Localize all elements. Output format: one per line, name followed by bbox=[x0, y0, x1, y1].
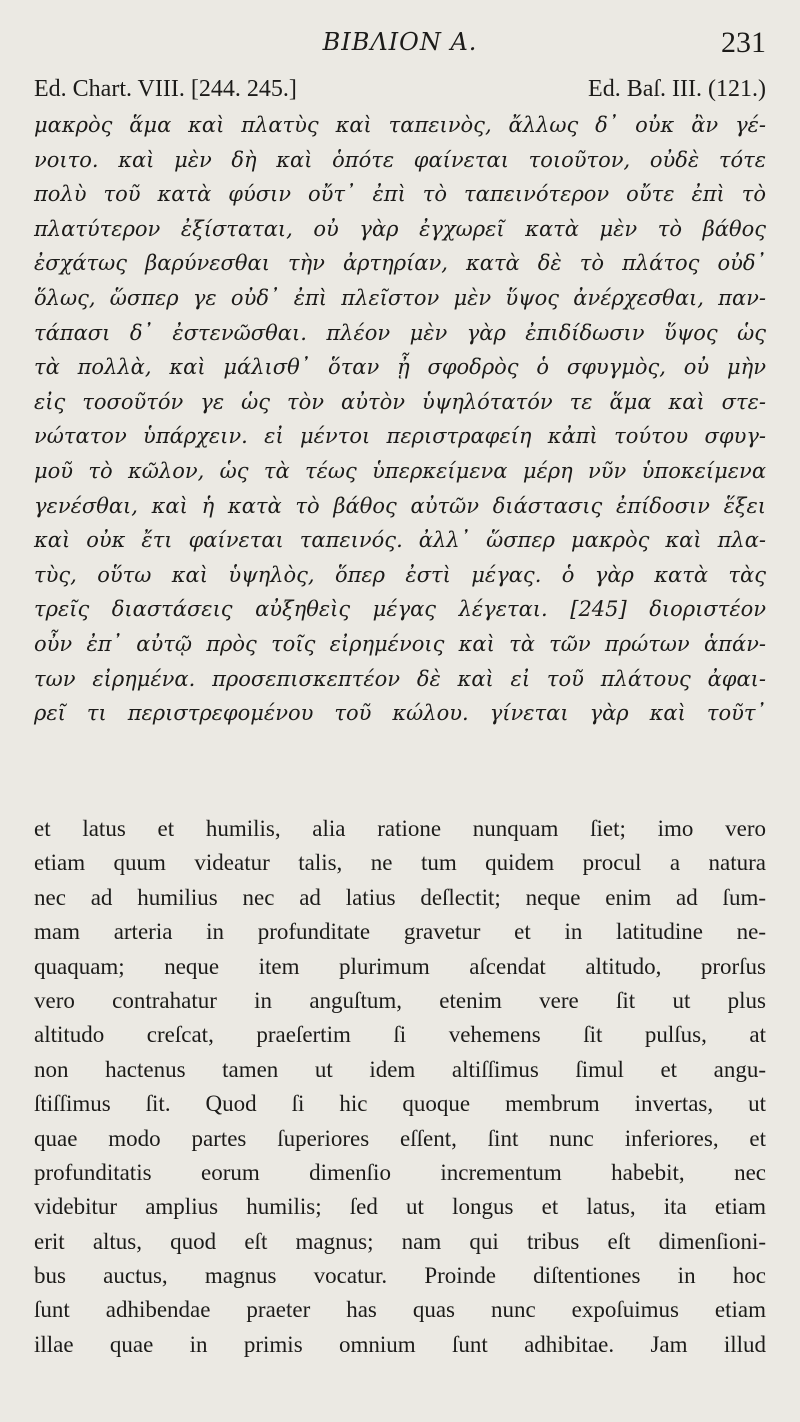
latin-line: profunditatis eorum dimenſio incrementum habebit, nec bbox=[34, 1159, 766, 1185]
greek-line: των εἰρημένα. προσεπισκεπτέον δὲ καὶ εἰ τοῦ πλάτους ἀφαι- bbox=[34, 666, 766, 691]
latin-line: videbitur amplius humilis; ſed ut longus et latus, ita etiam bbox=[34, 1194, 766, 1220]
latin-line: ſunt adhibendae praeter has quas nunc expoſuimus etiam bbox=[34, 1297, 766, 1323]
latin-line: non hactenus tamen ut idem altiſſimus ſimul et angu- bbox=[34, 1056, 766, 1082]
edition-reference-chart: Ed. Chart. VIII. [244. 245.] bbox=[34, 76, 297, 102]
latin-line: quae modo partes ſuperiores eſſent, ſint nunc inferiores, et bbox=[34, 1125, 766, 1151]
greek-line: τὰ πολλὰ, καὶ μάλισθ᾽ ὅταν ᾖ σφοδρὸς ὁ σφυγμὸς, οὐ μὴν bbox=[34, 355, 766, 380]
greek-line: τρεῖς διαστάσεις αὐξηθεὶς μέγας λέγεται. [245] διοριστέον bbox=[34, 597, 766, 622]
page-number: 231 bbox=[721, 26, 766, 59]
greek-line: νοιτο. καὶ μὲν δὴ καὶ ὁπότε φαίνεται τοιοῦτον, οὐδὲ τότε bbox=[34, 147, 766, 172]
greek-line: τὺς, οὕτω καὶ ὑψηλὸς, ὅπερ ἐστὶ μέγας. ὁ γὰρ κατὰ τὰς bbox=[34, 562, 766, 587]
latin-line: quaquam; neque item plurimum aſcendat altitudo, prorſus bbox=[34, 953, 766, 979]
greek-line: οὖν ἐπ᾽ αὐτῷ πρὸς τοῖς εἰρημένοις καὶ τὰ τῶν πρώτων ἁπάν- bbox=[34, 631, 766, 656]
latin-line: bus auctus, magnus vocatur. Proinde diſtentiones in hoc bbox=[34, 1263, 766, 1289]
greek-line: τάπασι δ᾽ ἐστενῶσθαι. πλέον μὲν γὰρ ἐπιδίδωσιν ὕψος ὡς bbox=[34, 320, 766, 345]
greek-line: ὅλως, ὥσπερ γε οὐδ᾽ ἐπὶ πλεῖστον μὲν ὕψος ἀνέρχεσθαι, παν- bbox=[34, 285, 766, 310]
latin-line: altitudo creſcat, praeſertim ſi vehemens ſit pulſus, at bbox=[34, 1022, 766, 1048]
greek-line: πολὺ τοῦ κατὰ φύσιν οὔτ᾽ ἐπὶ τὸ ταπεινότερον οὔτε ἐπὶ τὸ bbox=[34, 182, 766, 207]
greek-line: καὶ οὐκ ἔτι φαίνεται ταπεινός. ἀλλ᾽ ὥσπερ μακρὸς καὶ πλα- bbox=[34, 528, 766, 553]
greek-text-block bbox=[34, 108, 766, 731]
latin-line: ſtiſſimus ſit. Quod ſi hic quoque membrum invertas, ut bbox=[34, 1091, 766, 1117]
latin-line: illae quae in primis omnium ſunt adhibitae. Jam illud bbox=[34, 1331, 766, 1357]
greek-line: νώτατον ὑπάρχειν. εἰ μέντοι περιστραφείη κἀπὶ τούτου σφυγ- bbox=[34, 424, 766, 449]
running-title: BIBΛΙΟΝ Α. bbox=[322, 28, 478, 56]
greek-line: εἰς τοσοῦτόν γε ὡς τὸν αὐτὸν ὑψηλότατόν τε ἅμα καὶ στε- bbox=[34, 389, 766, 414]
greek-line: πλατύτερον ἐξίσταται, οὐ γὰρ ἐγχωρεῖ κατὰ μὲν τὸ βάθος bbox=[34, 216, 766, 241]
greek-line: μακρὸς ἅμα καὶ πλατὺς καὶ ταπεινὸς, ἄλλως δ᾽ οὐκ ἂν γέ- bbox=[34, 113, 766, 137]
latin-line: erit altus, quod eſt magnus; nam qui tribus eſt dimenſioni- bbox=[34, 1228, 766, 1254]
greek-line: ἐσχάτως βαρύνεσθαι τὴν ἀρτηρίαν, κατὰ δὲ τὸ πλάτος οὐδ᾽ bbox=[34, 251, 766, 276]
edition-reference-basel: Ed. Baſ. III. (121.) bbox=[588, 76, 766, 102]
latin-line: et latus et humilis, alia ratione nunquam ſiet; imo vero bbox=[34, 816, 766, 841]
greek-line: γενέσθαι, καὶ ἡ κατὰ τὸ βάθος αὐτῶν διάστασις ἐπίδοσιν ἕξει bbox=[34, 493, 766, 518]
latin-text-block bbox=[34, 812, 766, 1362]
greek-line: μοῦ τὸ κῶλον, ὡς τὰ τέως ὑπερκείμενα μέρη νῦν ὑποκείμενα bbox=[34, 458, 766, 483]
latin-line: mam arteria in profunditate gravetur et in latitudine ne- bbox=[34, 919, 766, 945]
latin-line: etiam quum videatur talis, ne tum quidem procul a natura bbox=[34, 850, 766, 876]
latin-line: vero contrahatur in anguſtum, etenim vere ſit ut plus bbox=[34, 987, 766, 1013]
greek-line: ρεῖ τι περιστρεφομένου τοῦ κώλου. γίνεται γὰρ καὶ τοῦτ᾽ bbox=[34, 701, 766, 726]
latin-line: nec ad humilius nec ad latius deſlectit; neque enim ad ſum- bbox=[34, 884, 766, 910]
